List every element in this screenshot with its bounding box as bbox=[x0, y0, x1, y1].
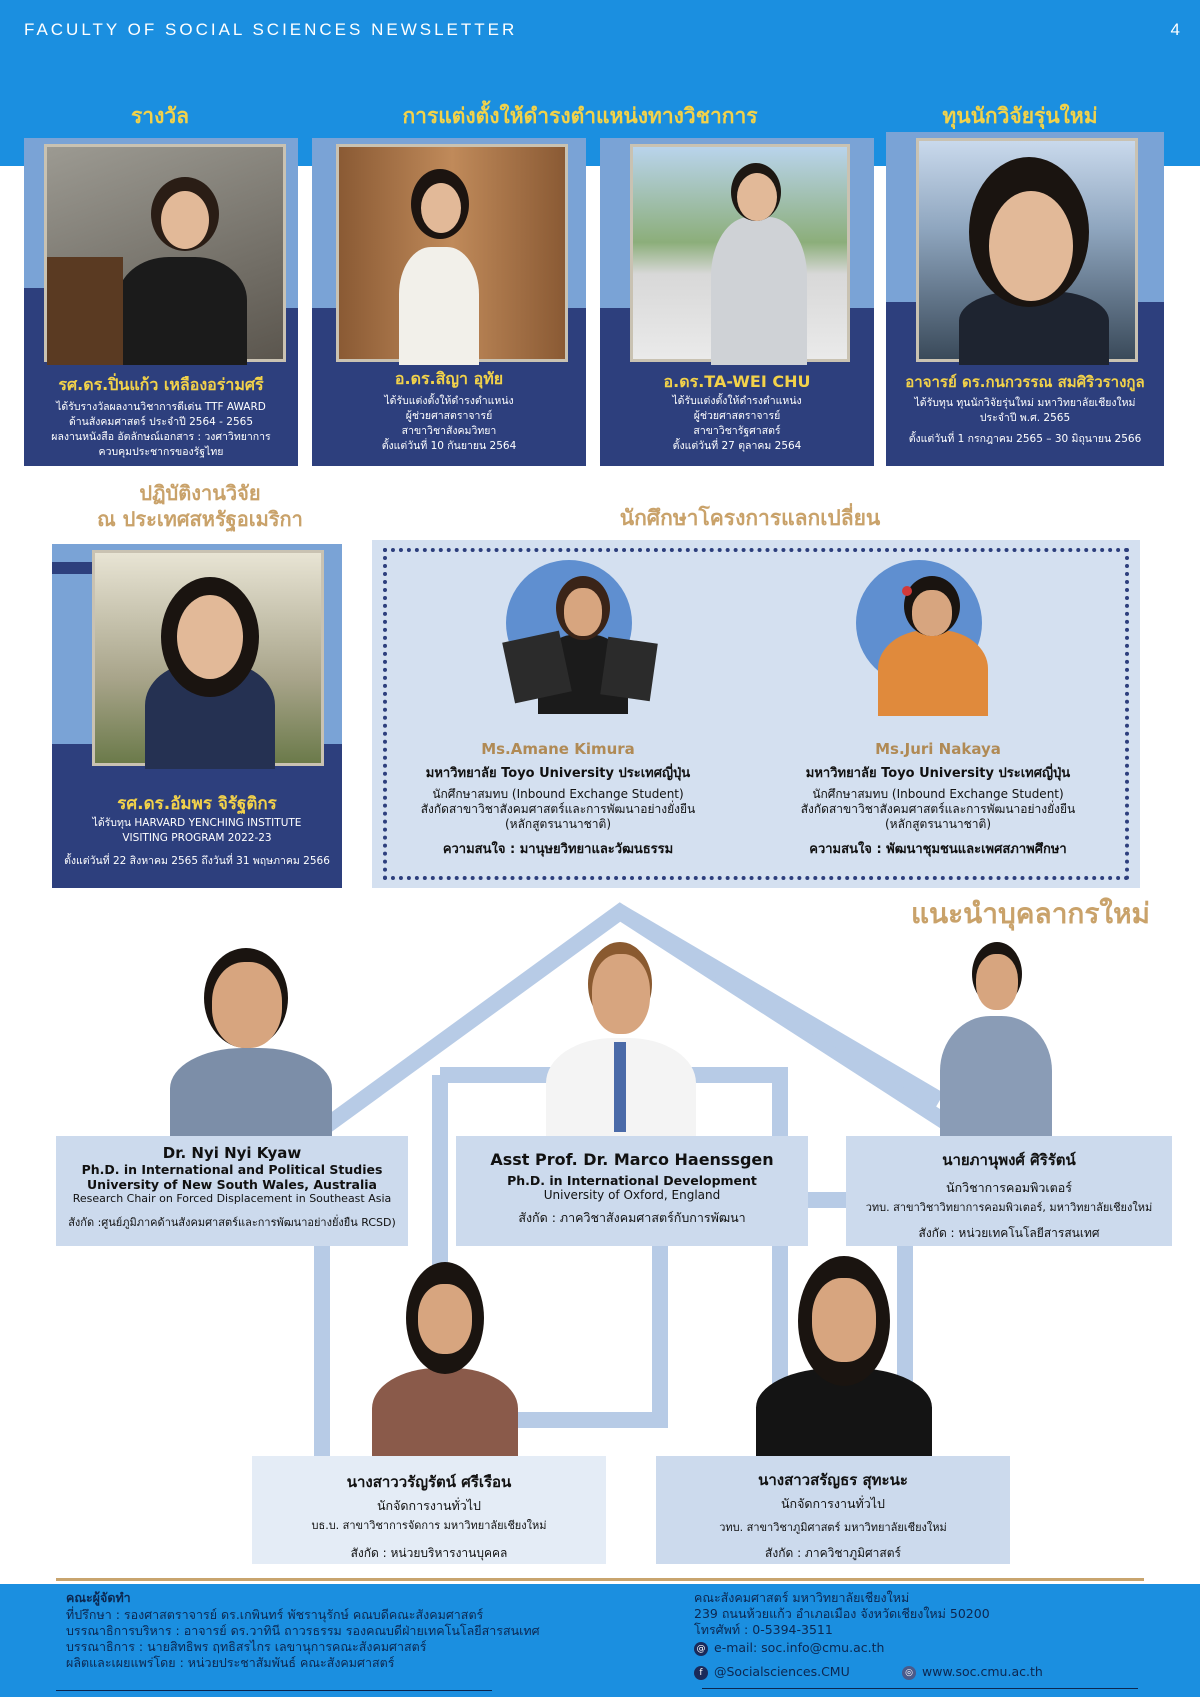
footer-website[interactable]: ◎ www.soc.cmu.ac.th bbox=[902, 1664, 1043, 1680]
staff-photo bbox=[756, 1256, 932, 1456]
email-icon: @ bbox=[694, 1642, 708, 1656]
staff-photo bbox=[160, 948, 340, 1138]
exchange-info: มหาวิทยาลัย Toyo University ประเทศญี่ปุ่น นักศึกษาสมทบ (Inbound Exchange Student) สังกัดสาขาวิชาสังคมศาสตร์และการพัฒนาอย่างยั่งยืน (หลักสูตรนานาชาติ) ความสนใจ : พัฒนาชุมชนและเพศสภาพศึกษา bbox=[800, 766, 1076, 857]
new-staff-title: แนะนำบุคลากรใหม่ bbox=[910, 897, 1150, 930]
staff-card: Dr. Nyi Nyi Kyaw Ph.D. in International and Political Studies University of New South Wales, Australia Research Chair on Forced Displacement in Southeast Asia สังกัด :ศูนย์ภูมิภาคด้านสังคมศาสตร์และการพัฒนาอย่างยั่งยืน RCSD) bbox=[56, 1136, 408, 1246]
footer-team-title: คณะผู้จัดทำ bbox=[66, 1590, 131, 1605]
staff-photo bbox=[540, 942, 700, 1138]
footer-underline bbox=[56, 1690, 492, 1691]
card-name: อาจารย์ ดร.กนกวรรณ สมศิริวรางกูล bbox=[905, 373, 1145, 391]
us-research-card bbox=[52, 544, 342, 888]
staff-card: Asst Prof. Dr. Marco Haenssgen Ph.D. in International Development University of Oxford, England สังกัด : ภาควิชาสังคมศาสตร์กับการพัฒนา bbox=[456, 1136, 808, 1246]
appointment-section-title: การแต่งตั้งให้ดำรงตำแหน่งทางวิชาการ bbox=[402, 104, 758, 128]
exchange-name: Ms.Amane Kimura bbox=[481, 740, 635, 758]
card-desc: ได้รับแต่งตั้งให้ดำรงตำแหน่ง ผู้ช่วยศาสตราจารย์ สาขาวิชาสังคมวิทยา ตั้งแต่วันที่ 10 กันยายน 2564 bbox=[381, 395, 517, 452]
award-section-title: รางวัล bbox=[131, 104, 189, 128]
footer-underline bbox=[702, 1688, 1138, 1689]
staff-photo bbox=[370, 1262, 520, 1458]
portrait-photo bbox=[630, 144, 850, 362]
exchange-info: มหาวิทยาลัย Toyo University ประเทศญี่ปุ่น นักศึกษาสมทบ (Inbound Exchange Student) สังกัดสาขาวิชาสังคมศาสตร์และการพัฒนาอย่างยั่งยืน (หลักสูตรนานาชาติ) ความสนใจ : มานุษยวิทยาและวัฒนธรรม bbox=[420, 766, 696, 857]
staff-card: นางสาววรัญรัตน์ ศรีเรือน นักจัดการงานทั่วไป บธ.บ. สาขาวิชาการจัดการ มหาวิทยาลัยเชียงใหม่ สังกัด : หน่วยบริหารงานบุคคล bbox=[252, 1456, 606, 1564]
award-card bbox=[24, 138, 298, 466]
exchange-photo bbox=[868, 576, 994, 716]
appointment-card-2 bbox=[600, 138, 874, 466]
card-desc: ได้รับแต่งตั้งให้ดำรงตำแหน่ง ผู้ช่วยศาสตราจารย์ สาขาวิชารัฐศาสตร์ ตั้งแต่วันที่ 27 ตุลาคม 2564 bbox=[672, 395, 802, 452]
footer-address: คณะสังคมศาสตร์ มหาวิทยาลัยเชียงใหม่ 239 ถนนห้วยแก้ว อำเภอเมือง จังหวัดเชียงใหม่ 50200 โทรศัพท์ : 0-5394-3511 bbox=[694, 1590, 990, 1637]
staff-photo bbox=[936, 942, 1056, 1138]
staff-card: นางสาวสรัญธร สุทะนะ นักจัดการงานทั่วไป วทบ. สาขาวิชาภูมิศาสตร์ มหาวิทยาลัยเชียงใหม่ สังกัด : ภาควิชาภูมิศาสตร์ bbox=[656, 1456, 1010, 1564]
card-name: อ.ดร.TA-WEI CHU bbox=[663, 372, 811, 391]
globe-icon: ◎ bbox=[902, 1666, 916, 1680]
newsletter-title: FACULTY OF SOCIAL SCIENCES NEWSLETTER bbox=[24, 20, 518, 39]
facebook-icon: f bbox=[694, 1666, 708, 1680]
card-desc: ได้รับรางวัลผลงานวิชาการดีเด่น TTF AWARD ด้านสังคมศาสตร์ ประจำปี 2564 - 2565 ผลงานหนังสือ อัตลักษณ์เอกสาร : วงศาวิทยาการ ควบคุมประชากรของรัฐไทย bbox=[51, 401, 271, 458]
footer-divider bbox=[56, 1578, 1144, 1581]
card-name: รศ.ดร.อัมพร จิรัฐติกร bbox=[117, 794, 277, 814]
card-desc: ได้รับทุน ทุนนักวิจัยรุ่นใหม่ มหาวิทยาลัยเชียงใหม่ ประจำปี พ.ศ. 2565 ตั้งแต่วันที่ 1 กรกฎาคม 2565 – 30 มิถุนายน 2566 bbox=[908, 397, 1142, 445]
card-name: อ.ดร.สิญา อุทัย bbox=[394, 369, 504, 388]
grant-card bbox=[886, 132, 1164, 466]
staff-card: นายภานุพงศ์ ศิริรัตน์ นักวิชาการคอมพิวเตอร์ วทบ. สาขาวิชาวิทยาการคอมพิวเตอร์, มหาวิทยาลัยเชียงใหม่ สังกัด : หน่วยเทคโนโลยีสารสนเทศ bbox=[846, 1136, 1172, 1246]
card-name: รศ.ดร.ปิ่นแก้ว เหลืองอร่ามศรี bbox=[58, 375, 264, 394]
portrait-photo bbox=[92, 550, 324, 766]
footer-email[interactable]: @ e-mail: soc.info@cmu.ac.th bbox=[694, 1640, 884, 1656]
footer-facebook[interactable]: f @Socialsciences.CMU bbox=[694, 1664, 850, 1680]
portrait-photo bbox=[44, 144, 286, 362]
appointment-card-1 bbox=[312, 138, 586, 466]
exchange-name: Ms.Juri Nakaya bbox=[875, 740, 1001, 758]
exchange-photo bbox=[508, 574, 658, 714]
card-desc: ได้รับทุน HARVARD YENCHING INSTITUTE VISITING PROGRAM 2022-23 ตั้งแต่วันที่ 22 สิงหาคม 2565 ถึงวันที่ 31 พฤษภาคม 2566 bbox=[64, 817, 330, 867]
grant-section-title: ทุนนักวิจัยรุ่นใหม่ bbox=[942, 104, 1098, 128]
footer-team-list: ที่ปรึกษา : รองศาสตราจารย์ ดร.เกพินทร์ พัชรานุรักษ์ คณบดีคณะสังคมศาสตร์ บรรณาธิการบริหาร : อาจารย์ ดร.วาทินี ถาวรธรรม รองคณบดีฝ่ายเทคโนโลยีสารสนเทศ บรรณาธิการ : นายสิทธิพร ฤทธิสรไกร เลขานุการคณะสังคมศาสตร์ ผลิตและเผยแพร่โดย : หน่วยประชาสัมพันธ์ คณะสังคมศาสตร์ bbox=[66, 1607, 540, 1670]
exchange-section-title: นักศึกษาโครงการแลกเปลี่ยน bbox=[619, 506, 881, 530]
portrait-photo bbox=[336, 144, 568, 362]
us-research-title: ปฏิบัติงานวิจัย ณ ประเทศสหรัฐอเมริกา bbox=[97, 481, 303, 531]
portrait-photo bbox=[916, 138, 1138, 362]
page-number: 4 bbox=[1170, 20, 1180, 39]
